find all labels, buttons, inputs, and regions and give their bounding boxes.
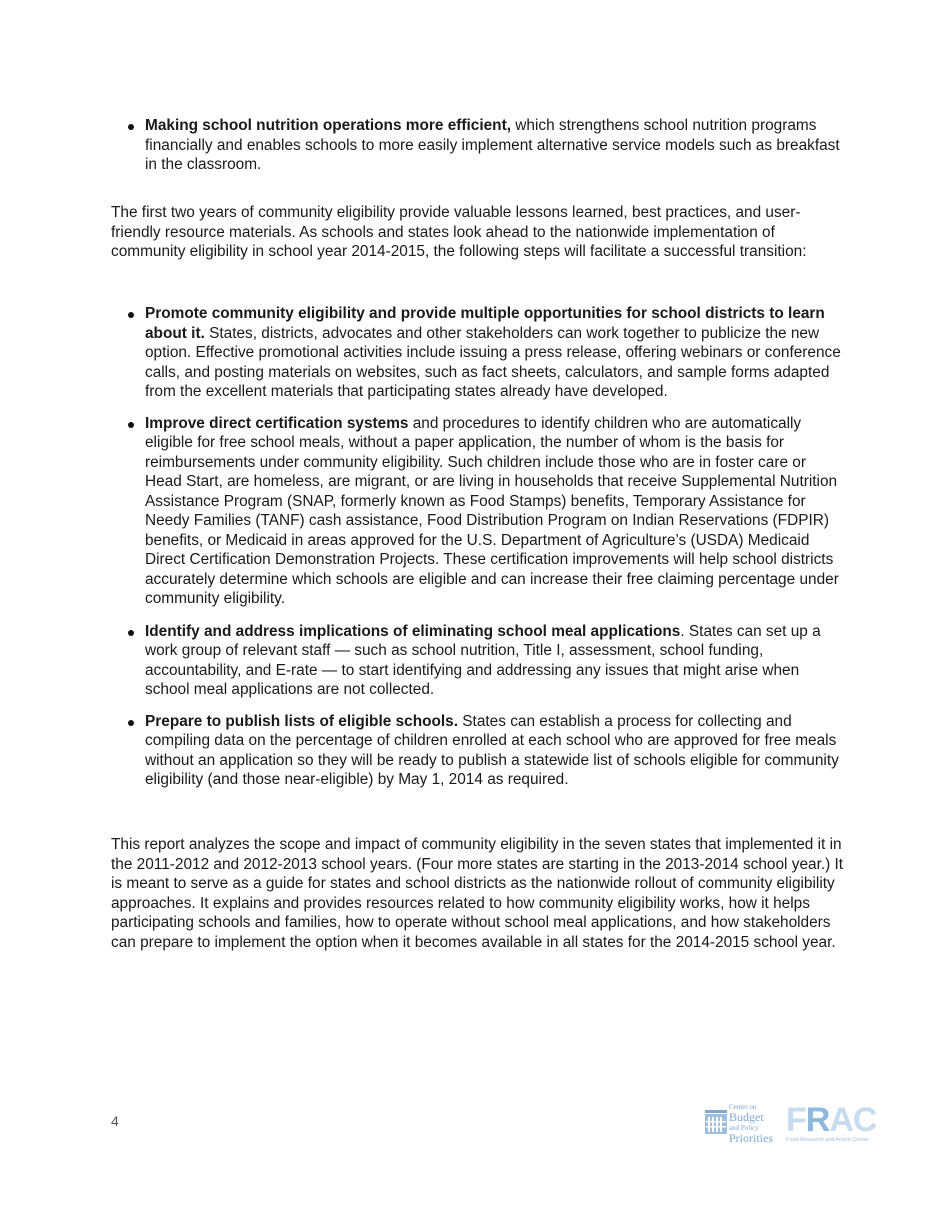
frac-logo <box>786 1103 876 1143</box>
bullet-icon <box>128 630 134 636</box>
bullet-icon <box>128 312 134 318</box>
list-item <box>145 712 845 790</box>
steps-bullet-list <box>145 304 845 790</box>
intro-paragraph: The first two years of community eligibility provide valuable lessons learned, best practices, and user-friendly resource materials. As schools and states look ahead to the nationwide implementation of community eligibility in school year 2014-2015, the following steps will facilitate a successful transition: <box>111 204 807 260</box>
top-bullet-list <box>145 116 845 175</box>
list-item <box>145 622 845 700</box>
bullet-icon <box>128 124 134 130</box>
bullet-lead: Improve direct certification systems <box>145 414 409 432</box>
cbpp-grid-icon <box>705 1110 727 1134</box>
page-number: 4 <box>111 1113 119 1129</box>
cbpp-wordmark: Center on Budget and Policy Priorities <box>729 1103 773 1145</box>
bullet-text: States, districts, advocates and other stakeholders can work together to publicize the new option. Effective promotional activities include issuing a press release, offering webinars or conference calls, and posting materials on websites, such as fact sheets, calculators, and sample forms adapted from the excellent materials that participating states already have developed. <box>145 324 841 400</box>
list-item <box>145 116 845 175</box>
bullet-text: which strengthens school nutrition programs financially and enables schools to more easily implement alternative service models such as breakfast in the classroom. <box>145 117 840 173</box>
bullet-icon <box>128 422 134 428</box>
cbpp-logo <box>705 1100 775 1145</box>
frac-subtitle: Food Research and Action Center <box>786 1137 869 1143</box>
bullet-lead: Prepare to publish lists of eligible schools. <box>145 712 459 730</box>
bullet-lead: Identify and address implications of eliminating school meal applications <box>145 622 681 640</box>
frac-wordmark: FRAC <box>786 1101 877 1139</box>
bullet-icon <box>128 720 134 726</box>
bullet-lead: Promote community eligibility and provide multiple opportunities for school districts to learn about it. <box>145 305 825 342</box>
list-item <box>145 304 845 402</box>
bullet-lead: Making school nutrition operations more efficient, <box>145 117 511 134</box>
list-item <box>145 414 845 609</box>
bullet-text: States can establish a process for collecting and compiling data on the percentage of children enrolled at each school who are approved for free meals without an application so they will be ready to publish a statewide list of schools eligible for community eligibility (and those near-eligible) by May 1, 2014 as required. <box>145 712 839 788</box>
bullet-text: and procedures to identify children who are automatically eligible for free school meals, without a paper application, the number of whom is the basis for reimbursements under community eligibility. Such children include those who are in foster care or Head Start, are homeless, are migrant, or are living in households that receive Supplemental Nutrition Assistance Program (SNAP, formerly known as Food Stamps) benefits, Temporary Assistance for Needy Families (TANF) cash assistance, Food Distribution Program on Indian Reservations (FDPIR) benefits, or Medicaid in areas approved for the U.S. Department of Agriculture’s (USDA) Medicaid Direct Certification Demonstration Projects. These certification improvements will help school districts accurately determine which schools are eligible and can increase their free claiming percentage under community eligibility. <box>145 414 839 607</box>
bullet-text: . States can set up a work group of relevant staff — such as school nutrition, Title I, assessment, school funding, accountability, and E-rate — to start identifying and addressing any issues that might arise when school meal applications are not collected. <box>145 622 821 698</box>
closing-paragraph: This report analyzes the scope and impact of community eligibility in the seven states that implemented it in the 2011-2012 and 2012-2013 school years. (Four more states are starting in the 2013-2014 school year.) It is meant to serve as a guide for states and school districts as the nationwide rollout of community eligibility approaches. It explains and provides resources related to how community eligibility works, how it helps participating schools and families, how to operate without school meal applications, and how stakeholders can prepare to implement the option when it becomes available in all states for the 2014-2015 school year. <box>111 836 844 951</box>
